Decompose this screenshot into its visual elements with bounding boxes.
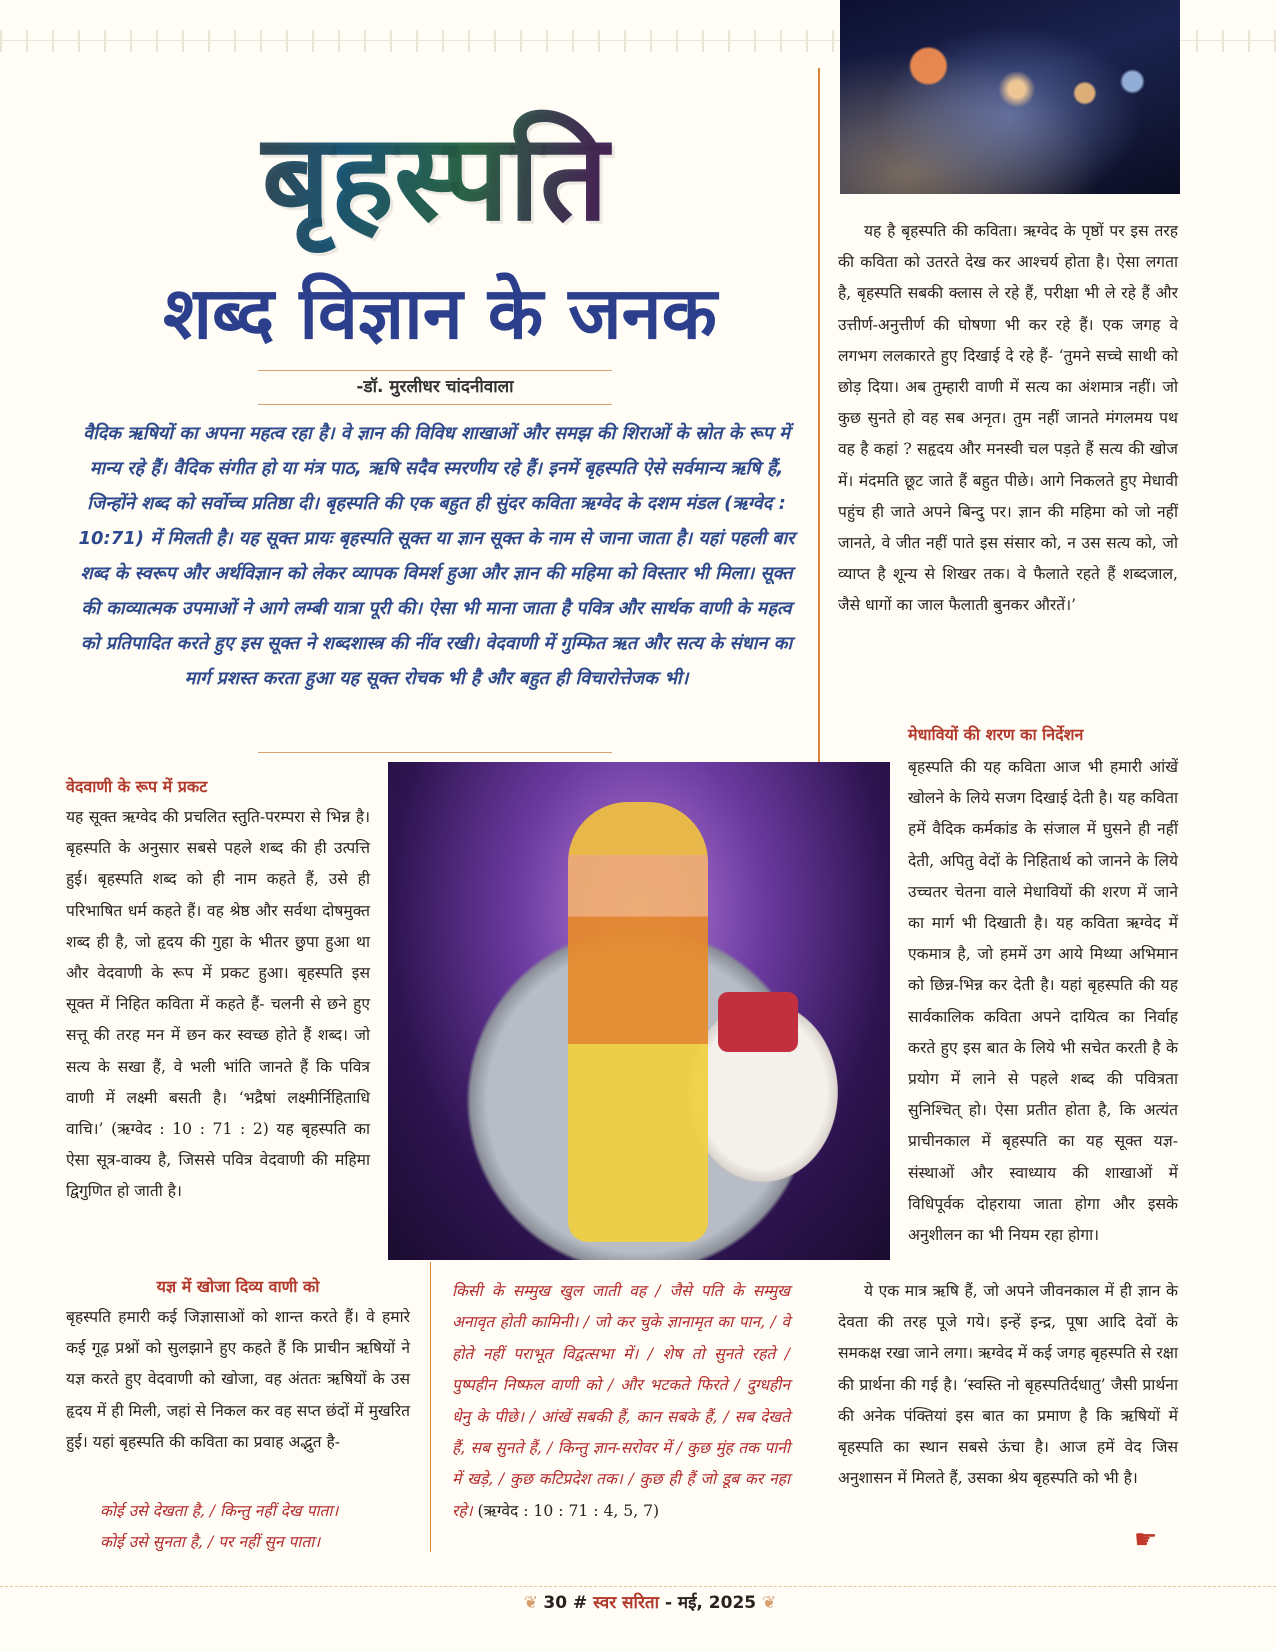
section-heading-medhavi: मेधावियों की शरण का निर्देशन (908, 725, 1084, 744)
magazine-name: स्वर सरिता (593, 1593, 660, 1613)
solar-system-image (840, 0, 1180, 194)
verse-text: किसी के सम्मुख खुल जाती वह / जैसे पति के सम्मुख अनावृत होती कामिनी। / जो कर चुके ज्ञानामृत का पान, / वे होते नहीं पराभूत विद्वत्सभा में। / शेष तो सुनते रहते / पुष्पहीन निष्फल वाणी को / और भटकते फिरते / दुग्धहीन धेनु के पीछे। / आंखें सबकी हैं, कान सबके हैं, / सब देखते हैं, सब सुनते हैं, / किन्तु ज्ञान-सरोवर में / कुछ मुंह तक पानी में खड़े, / कुछ कटिप्रदेश तक। / कुछ ही हैं जो डूब कर नहा रहे। (452, 1282, 790, 1520)
page-number: 30 (543, 1593, 568, 1613)
section-text-kavita: यह है बृहस्पति की कविता। ऋग्वेद के पृष्ठों पर इस तरह की कविता को उतरते देख कर आश्चर्य होता है। ऐसा लगता है, बृहस्पति सबकी क्लास ले रहे हैं, परीक्षा भी ले रहे हैं और उत्तीर्ण-अनुत्तीर्ण की घोषणा भी कर रहे हैं। एक जगह वे लगभग ललकारते हुए दिखाई दे रहे हैं- ‘तुमने सच्चे साथी को छोड़ दिया। अब तुम्हारी वाणी में सत्य का अंशमात्र नहीं। जो कुछ सुनते हो वह सब अनृत। तुम नहीं जानते मंगलमय पथ वह है कहां ? सहृदय और मनस्वी चल पड़ते हैं सत्य की खोज में। मंदमति छूट जाते हैं बहुत पीछे। आगे निकलते हुए मेधावी पहुंच ही जाते अपने बिन्दु पर। ज्ञान की महिमा को जो नहीं जानते, वे जीत नहीं पाते इस संसार को, न उस सत्य को, जो व्याप्त है शून्य से शिखर तक। वे फैलाते रहते हैं शब्दजाल, जैसे धागों का जाल फैलाती बुनकर औरतें।’ (838, 222, 1178, 615)
ornament-icon: ❦ (762, 1593, 777, 1613)
section-text-rishi: ये एक मात्र ऋषि हैं, जो अपने जीवनकाल में ही ज्ञान के देवता की तरह पूजे गये। इन्हें इन्द्र, पूषा आदि देवों के समकक्ष रखा जाने लगा। ऋग्वेद में कई जगह बृहस्पति से रक्षा की प्रार्थना की गई है। ‘स्वस्ति नो बृहस्पतिर्दधातु’ जैसी प्रार्थना की अनेक पंक्तियां इस बात का प्रमाण है कि ऋषियों में बृहस्पति का स्थान सबसे ऊंचा है। आज हमें वेद जिस अनुशासन में मिलते हैं, उसका श्रेय बृहस्पति को भी है। (838, 1282, 1178, 1488)
right-column-lower (838, 1276, 1178, 1494)
intro-paragraph: वैदिक ऋषियों का अपना महत्व रहा है। वे ज्ञान की विविध शाखाओं और समझ की शिराओं के स्रोत के रूप में मान्य रहे हैं। वैदिक संगीत हो या मंत्र पाठ, ऋषि सदैव स्मरणीय रहे हैं। इनमें बृहस्पति ऐसे सर्वमान्य ऋषि हैं, जिन्होंने शब्द को सर्वोच्च प्रतिष्ठा दी। बृहस्पति की एक बहुत ही सुंदर कविता ऋग्वेद के दशम मंडल (ऋग्वेद : 10:71) में मिलती है। यह सूक्त प्रायः बृहस्पति सूक्त या ज्ञान सूक्त के नाम से जाना जाता है। यहां पहली बार शब्द के स्वरूप और अर्थविज्ञान को लेकर व्यापक विमर्श हुआ और ज्ञान की महिमा को विस्तार भी मिला। सूक्त की काव्यात्मक उपमाओं ने आगे लम्बी यात्रा पूरी की। ऐसा भी माना जाता है पवित्र और सार्थक वाणी के महत्व को प्रतिपादित करते हुए इस सूक्त ने शब्दशास्त्र की नींव रखी। वेदवाणी में गुम्फित ऋत और सत्य के संधान का मार्ग प्रशस्त करता हुआ यह सूक्त रोचक भी है और बहुत ही विचारोत्तेजक भी। (78, 423, 795, 689)
page-footer (480, 1588, 820, 1618)
divider-rule (258, 404, 612, 405)
section-text-yajna: बृहस्पति हमारी कई जिज्ञासाओं को शान्त करते हैं। वे हमारे कई गूढ़ प्रश्नों को सुलझाने हुए कहते हैं कि प्राचीन ऋषियों ने यज्ञ करते हुए वेदवाणी को खोजा, वह अंततः ऋषियों के उस हृदय में ही मिली, जहां से निकल कर वह सप्त छंदों में मुखरित हुई। यहां बृहस्पति की कविता का प्रवाह अद्भुत है- (66, 1308, 410, 1451)
issue-date: - मई, 2025 (664, 1593, 757, 1613)
deity-figure (568, 802, 708, 1242)
verse-middle (452, 1276, 790, 1561)
section-text-medhavi: बृहस्पति की यह कविता आज भी हमारी आंखें खोलने के लिये सजग दिखाई देती है। यह कविता हमें वैदिक कर्मकांड के संजाल में घुसने ही नहीं देती, अपितु वेदों के निहितार्थ को जानने के लिये उच्चतर चेतना वाले मेधावियों की शरण में जाने का मार्ग भी दिखाती है। यह कविता ऋग्वेद में एकमात्र है, जो हममें उग आये मिथ्या अभिमान को छिन्न-भिन्न कर देती है। यहां बृहस्पति की यह सार्वकालिक कविता अपने दायित्व का निर्वाह करते हुए इस बात के लिये भी सचेत करती है के प्रयोग में लाने से पहले शब्द की पवित्रता सुनिश्चित् हो। ऐसा प्रतीत होता है, कि अत्यंत प्राचीनकाल में बृहस्पति का यह सूक्त यज्ञ-संस्थाओं और स्वाध्याय की शाखाओं में विधिपूर्वक दोहराया जाता होगा और इसके अनुशीलन का भी नियम रहा होगा। (908, 758, 1178, 1245)
brihaspati-illustration (388, 762, 890, 1260)
divider-rule (258, 752, 612, 753)
left-lower-column (66, 1272, 410, 1458)
divider-rule (258, 370, 612, 371)
right-column-top (838, 216, 1178, 622)
section-heading-vedvani: वेदवाणी के रूप में प्रकट (66, 777, 208, 796)
verse-line: कोई उसे सुनता है, / पर नहीं सुन पाता। (100, 1533, 321, 1552)
elephant-cloth (718, 992, 798, 1052)
right-column-middle (908, 752, 1178, 1251)
author-byline: -डॉ. मुरलीधर चांदनीवाला (356, 377, 514, 397)
left-column (66, 772, 370, 1208)
article-subtitle: शब्द विज्ञान के जनक (163, 271, 717, 355)
verse-line: कोई उसे देखता है, / किन्तु नहीं देख पाता। (100, 1502, 339, 1520)
column-divider (430, 1262, 431, 1552)
article-title: बृहस्पति (130, 100, 740, 258)
pointing-hand-icon: ☛ (1134, 1525, 1158, 1555)
section-text-vedvani: यह सूक्त ऋग्वेद की प्रचलित स्तुति-परम्परा से भिन्न है। बृहस्पति के अनुसार सबसे पहले शब्द की ही उत्पत्ति हुई। बृहस्पति शब्द को ही नाम कहते हैं, उसे ही परिभाषित धर्म कहते हैं। वह श्रेष्ठ और सर्वथा दोषमुक्त शब्द ही है, जो हृदय की गुहा के भीतर छुपा हुआ था और वेदवाणी के रूप में प्रकट हुआ। बृहस्पति इस सूक्त में निहित कविता में कहते हैं- चलनी से छने हुए सत्तू की तरह मन में छन कर स्वच्छ होते हैं शब्द। जो सत्य के सखा हैं, वे भली भांति जानते हैं कि पवित्र वाणी में लक्ष्मी बसती है। ‘भद्रैषां लक्ष्मीर्निहिताधि वाचि।’ (ऋग्वेद : 10 : 71 : 2) यह बृहस्पति का ऐसा सूत्र-वाक्य है, जिससे पवित्र वेदवाणी की महिमा द्विगुणित हो जाती है। (66, 808, 370, 1201)
verse-left (100, 1496, 400, 1558)
footer-separator: # (572, 1593, 588, 1613)
verse-reference: (ऋग्वेद : 10 : 71 : 4, 5, 7) (477, 1501, 660, 1520)
section-heading-yajna: यज्ञ में खोजा दिव्य वाणी को (156, 1277, 320, 1296)
column-divider (818, 68, 820, 766)
ornament-icon: ❦ (523, 1593, 544, 1613)
